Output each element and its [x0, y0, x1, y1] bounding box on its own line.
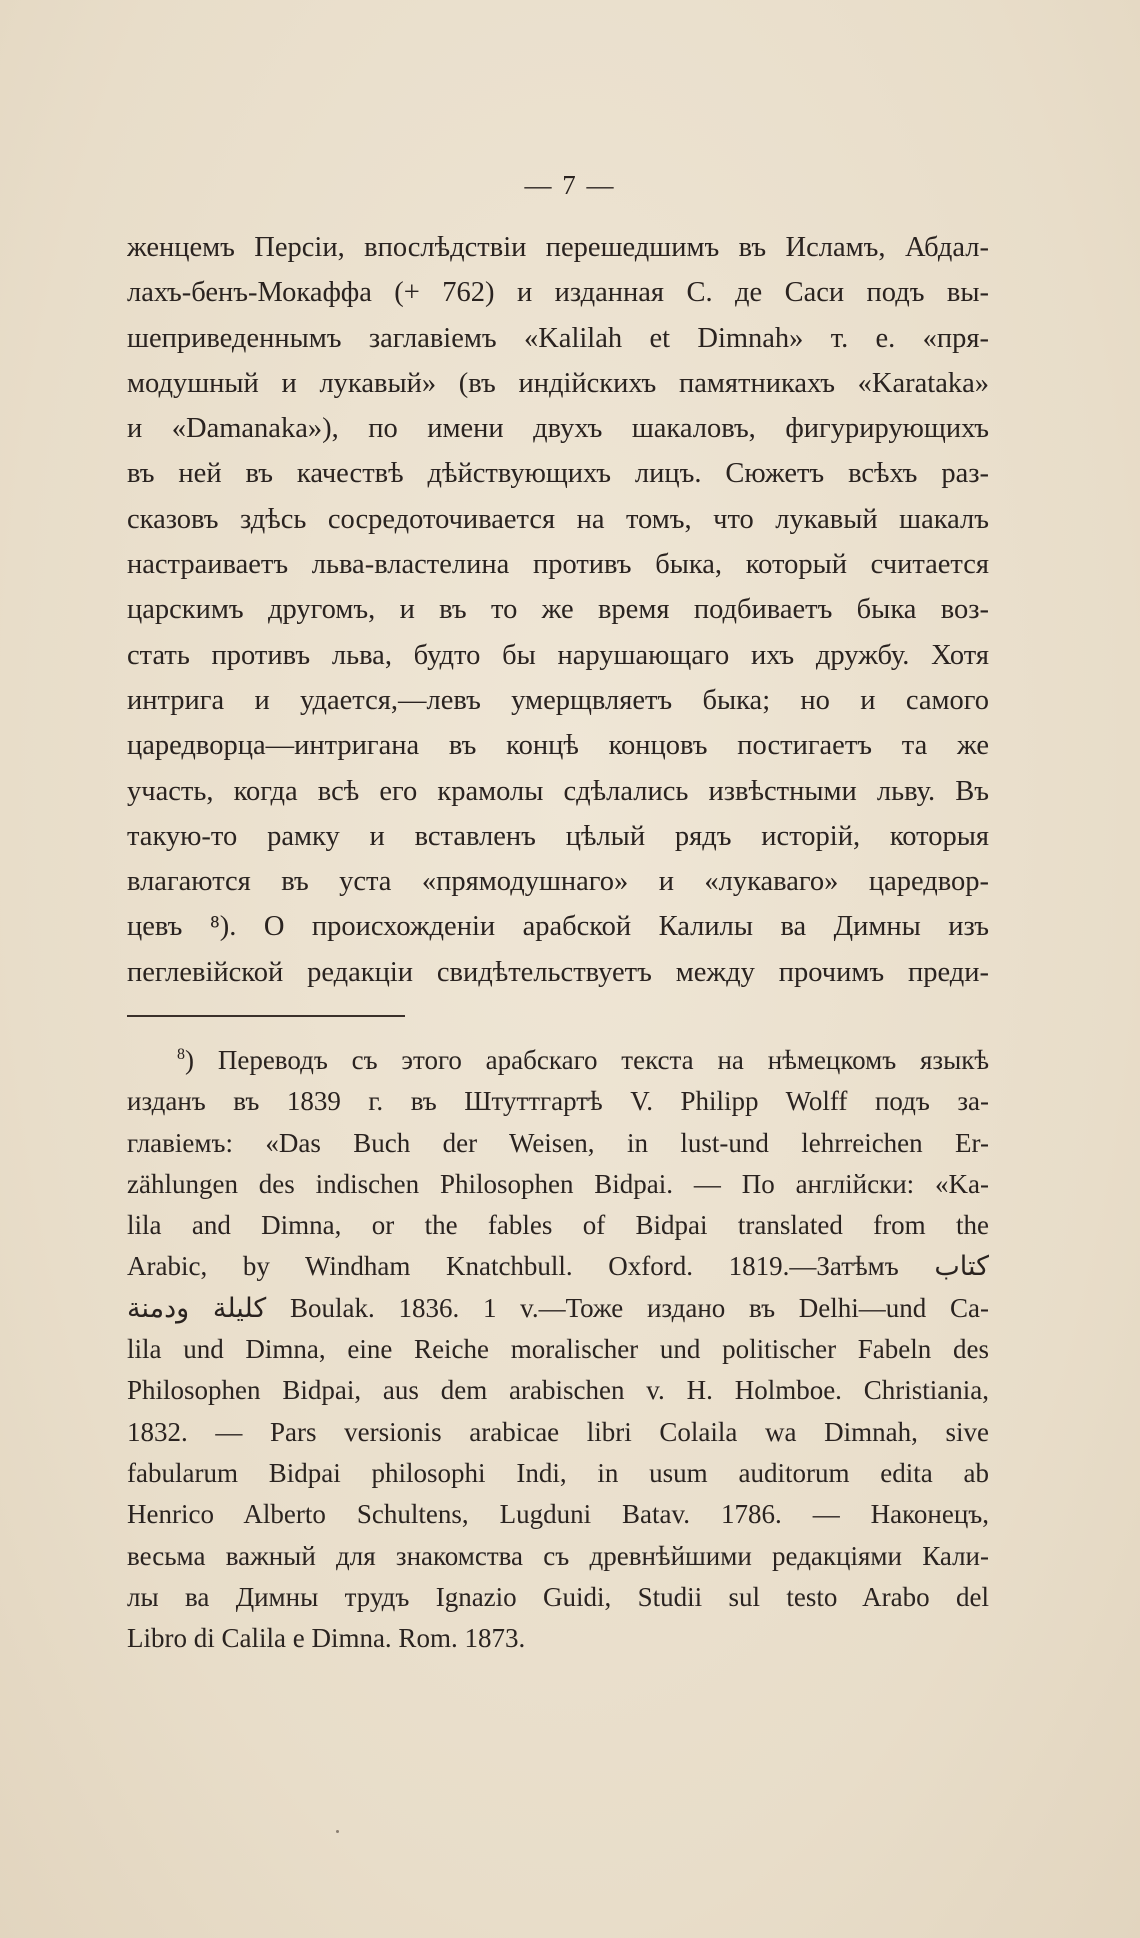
- footnote: [127, 1040, 989, 1659]
- text-line: и «Damanaka»), по имени двухъ шакаловъ, фигурирующихъ: [127, 413, 989, 445]
- footnote-line: lila and Dimna, or the fables of Bidpai translated from the: [127, 1210, 989, 1241]
- text-line: интрига и удается,—левъ умерщвляетъ быка; но и самого: [127, 684, 989, 716]
- text-line: сказовъ здѣсь сосредоточивается на томъ, что лукавый шакалъ: [127, 503, 989, 535]
- footnote-line: изданъ въ 1839 г. въ Штуттгартѣ V. Philipp Wolff подъ за-: [127, 1086, 989, 1117]
- main-text: [127, 225, 989, 995]
- paper-speck: [336, 1830, 339, 1833]
- text-line: настраиваетъ льва-властелина противъ быка, который считается: [127, 549, 989, 581]
- footnote-separator: [127, 1015, 405, 1017]
- footnote-line: 1832. — Pars versionis arabicae libri Colaila wa Dimnah, sive: [127, 1416, 989, 1447]
- text-line: царскимъ другомъ, и въ то же время подбиваетъ быка воз-: [127, 594, 989, 626]
- text-line: модушный и лукавый» (въ индійскихъ памятникахъ «Karataka»: [127, 367, 989, 399]
- footnote-line: весьма важный для знакомства съ древнѣйшими редакціями Кали-: [127, 1540, 989, 1571]
- text-line: царедворца—интригана въ концѣ концовъ постигаетъ та же: [127, 730, 989, 762]
- footnote-line: [127, 1040, 989, 1081]
- footnote-line: Arabic, by Windham Knatchbull. Oxford. 1819.—Затѣмъ كتاب: [127, 1251, 989, 1282]
- footnote-marker: 8: [177, 1046, 185, 1063]
- page-number: — 7 —: [524, 170, 616, 200]
- footnote-line: كليلة ودمنة Boulak. 1836. 1 v.—Тоже издано въ Delhi—und Ca-: [127, 1292, 989, 1323]
- footnote-line: zählungen des indischen Philosophen Bidpai. — По англійски: «Ka-: [127, 1168, 989, 1199]
- text-line: стать противъ льва, будто бы нарушающаго ихъ дружбу. Хотя: [127, 639, 989, 671]
- footnote-line: lila und Dimna, eine Reiche moralischer und politischer Fabeln des: [127, 1334, 989, 1365]
- footnote-line: Henrico Alberto Schultens, Lugduni Batav. 1786. — Наконецъ,: [127, 1499, 989, 1530]
- text-line: шеприведеннымъ заглавіемъ «Kalilah et Dimnah» т. е. «пря-: [127, 322, 989, 354]
- text-line: лахъ-бенъ-Мокаффа (+ 762) и изданная С. де Саси подъ вы-: [127, 277, 989, 309]
- text-line: такую-то рамку и вставленъ цѣлый рядъ исторій, которыя: [127, 820, 989, 852]
- footnote-line: fabularum Bidpai philosophi Indi, in usum auditorum edita ab: [127, 1457, 989, 1488]
- footnote-line: Libro di Calila e Dimna. Rom. 1873.: [127, 1623, 526, 1654]
- footnote-line: лы ва Димны трудъ Ignazio Guidi, Studii sul testo Arabo del: [127, 1581, 989, 1612]
- footnote-line: главіемъ: «Das Buch der Weisen, in lust-und lehrreichen Er-: [127, 1127, 989, 1158]
- text-line: пеглевійской редакціи свидѣтельствуетъ между прочимъ преди-: [127, 956, 989, 988]
- footnote-line: Philosophen Bidpai, aus dem arabischen v. H. Holmboe. Christiania,: [127, 1375, 989, 1406]
- text-line: цевъ ⁸). О происхожденіи арабской Калилы ва Димны изъ: [127, 911, 989, 943]
- footnote-line-text: ) Переводъ съ этого арабскаго текста на нѣмецкомъ языкѣ: [185, 1045, 989, 1075]
- text-line: въ ней въ качествѣ дѣйствующихъ лицъ. Сюжетъ всѣхъ раз-: [127, 458, 989, 490]
- text-line: влагаются въ уста «прямодушнаго» и «лукаваго» царедвор-: [127, 866, 989, 898]
- text-line: женцемъ Персіи, впослѣдствіи перешедшимъ въ Исламъ, Абдал-: [127, 232, 989, 263]
- text-line: участь, когда всѣ его крамолы сдѣлались извѣстными льву. Въ: [127, 775, 989, 807]
